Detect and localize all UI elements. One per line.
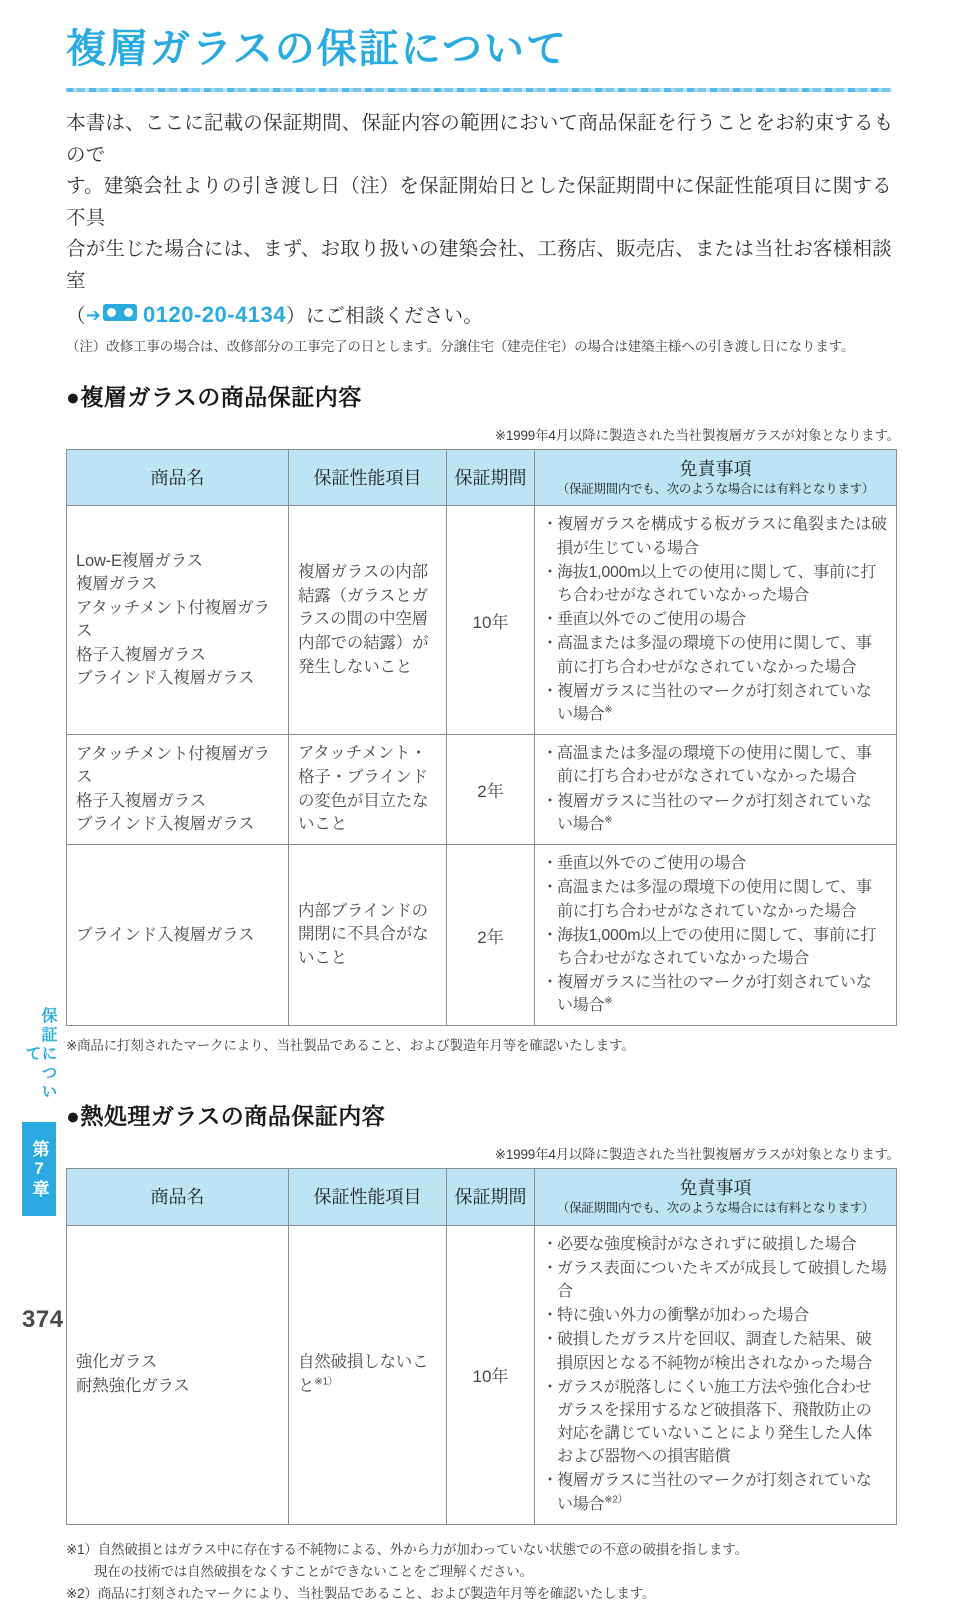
cell-period: 2年 bbox=[447, 845, 535, 1026]
right-arrow-icon: ➔ bbox=[85, 305, 101, 326]
intro-line-3: 合が生じた場合には、まず、お取り扱いの建築会社、工務店、販売店、または当社お客様相談室 bbox=[66, 238, 892, 292]
side-tab bbox=[22, 1000, 56, 1216]
footnote-1: ※1）自然破損とはガラス中に存在する不純物による、外から力が加わっていない状態での不意の破損を指します。 bbox=[66, 1541, 748, 1557]
column-header-exclusions-sub: （保証期間内でも、次のような場合には有料となります） bbox=[556, 481, 875, 496]
table-row bbox=[67, 506, 897, 735]
exclusion-list bbox=[544, 742, 887, 836]
intro-tel-line bbox=[66, 297, 900, 333]
exclusion-item: ・ 高温または多湿の環境下の使用に関して、事前に打ち合わせがなされていなかった場合 bbox=[544, 632, 887, 678]
exclusion-item: ・ 必要な強度検討がなされずに破損した場合 bbox=[544, 1233, 887, 1256]
footnote-1-continued: 現在の技術では自然破損をなくすことができないことをご理解ください。 bbox=[94, 1563, 533, 1579]
cell-performance: 自然破損しないこと$^{※1)}$ bbox=[289, 1225, 447, 1524]
footnote-marker: ※ bbox=[604, 704, 613, 716]
column-header-period: 保証期間 bbox=[447, 450, 535, 506]
exclusion-item: ・ 複層ガラスに当社のマークが打刻されていない場合※ bbox=[544, 971, 887, 1017]
exclusion-item: ・ 高温または多湿の環境下の使用に関して、事前に打ち合わせがなされていなかった場合 bbox=[544, 742, 887, 788]
cell-product: アタッチメント付複層ガラス 格子入複層ガラス ブラインド入複層ガラス bbox=[67, 735, 289, 845]
page-footnotes bbox=[66, 1539, 900, 1604]
cell-period: 10年 bbox=[447, 506, 535, 735]
exclusion-item: ・ 破損したガラス片を回収、調査した結果、破損原因となる不純物が検出されなかった場合 bbox=[544, 1328, 887, 1374]
exclusion-item: ・ ガラス表面についたキズが成長して破損した場合 bbox=[544, 1257, 887, 1303]
exclusion-list bbox=[544, 1233, 887, 1516]
tel-paren-open: （ bbox=[66, 305, 86, 328]
table-row bbox=[67, 845, 897, 1026]
exclusion-item: ・ 特に強い外力の衝撃が加わった場合 bbox=[544, 1304, 887, 1327]
column-header-product: 商品名 bbox=[67, 1169, 289, 1225]
free-dial-icon bbox=[103, 304, 137, 321]
table-note-2: ※1999年4月以降に製造された当社製複層ガラスが対象となります。 bbox=[494, 1147, 900, 1163]
table-header-row bbox=[67, 1169, 897, 1225]
section-heading-heat-treated-glass: ●熱処理ガラスの商品保証内容 bbox=[66, 1103, 386, 1130]
intro-footnote: （注）改修工事の場合は、改修部分の工事完了の日とします。分譲住宅（建売住宅）の場合は建築主様への引き渡し日になります。 bbox=[66, 339, 855, 355]
page-content bbox=[66, 0, 900, 1604]
exclusion-item: ・ 複層ガラスに当社のマークが打刻されていない場合※ bbox=[544, 790, 887, 836]
footnote-marker: ※2） bbox=[604, 1494, 628, 1506]
table-row bbox=[67, 735, 897, 845]
footnote-2: ※2）商品に打刻されたマークにより、当社製品であること、および製造年月等を確認いたします。 bbox=[66, 1585, 656, 1601]
exclusion-item: ・ 海抜1,000m以上での使用に関して、事前に打ち合わせがなされていなかった場合 bbox=[544, 561, 887, 607]
exclusion-item: ・ 複層ガラスを構成する板ガラスに亀裂または破損が生じている場合 bbox=[544, 513, 887, 559]
table-1-after-note: ※商品に打刻されたマークにより、当社製品であること、および製造年月等を確認いたします。 bbox=[66, 1038, 635, 1054]
intro-paragraph bbox=[66, 108, 900, 333]
cell-performance: 内部ブラインドの開閉に不具合がないこと bbox=[289, 845, 447, 1026]
exclusion-item: ・ 海抜1,000m以上での使用に関して、事前に打ち合わせがなされていなかった場合 bbox=[544, 924, 887, 970]
cell-exclusions bbox=[535, 506, 897, 735]
table-header-row bbox=[67, 450, 897, 506]
cell-performance: アタッチメント・格子・ブラインドの変色が目立たないこと bbox=[289, 735, 447, 845]
column-header-exclusions-main: 免責事項 bbox=[679, 1178, 752, 1199]
cell-exclusions bbox=[535, 1225, 897, 1524]
title-underline-rule bbox=[66, 88, 892, 92]
column-header-exclusions-main: 免責事項 bbox=[679, 459, 752, 480]
cell-performance: 複層ガラスの内部結露（ガラスとガラスの間の中空層内部での結露）が発生しないこと bbox=[289, 506, 447, 735]
column-header-exclusions bbox=[535, 1169, 897, 1225]
exclusion-list bbox=[544, 513, 887, 726]
footnote-marker: ※ bbox=[604, 995, 613, 1007]
tel-suffix-text: ）にご相談ください。 bbox=[286, 305, 484, 328]
column-header-exclusions bbox=[535, 450, 897, 506]
exclusion-item: ・ ガラスが脱落しにくい施工方法や強化合わせガラスを採用するなど破損落下、飛散防止の対応を講じていないことにより発生した人体および器物への損害賠償 bbox=[544, 1376, 887, 1469]
table-row bbox=[67, 1225, 897, 1524]
cell-period: 10年 bbox=[447, 1225, 535, 1524]
page-number: 374 bbox=[22, 1306, 64, 1333]
table-note-1: ※1999年4月以降に製造された当社製複層ガラスが対象となります。 bbox=[494, 428, 900, 444]
cell-product: 強化ガラス 耐熱強化ガラス bbox=[67, 1225, 289, 1524]
column-header-product: 商品名 bbox=[67, 450, 289, 506]
exclusion-item: ・ 複層ガラスに当社のマークが打刻されていない場合※ bbox=[544, 680, 887, 726]
page-title: 複層ガラスの保証について bbox=[66, 27, 568, 71]
table-body-2 bbox=[67, 1225, 897, 1524]
cell-period: 2年 bbox=[447, 735, 535, 845]
exclusion-item: ・ 垂直以外でのご使用の場合 bbox=[544, 608, 887, 631]
cell-exclusions bbox=[535, 735, 897, 845]
column-header-exclusions-sub: （保証期間内でも、次のような場合には有料となります） bbox=[556, 1200, 875, 1215]
exclusion-item: ・ 垂直以外でのご使用の場合 bbox=[544, 852, 887, 875]
intro-line-2: す。建築会社よりの引き渡し日（注）を保証開始日とした保証期間中に保証性能項目に関する不具 bbox=[66, 175, 892, 229]
table-body-1 bbox=[67, 506, 897, 1026]
side-tab-chapter-badge bbox=[22, 1122, 56, 1216]
cell-product: Low-E複層ガラス 複層ガラス アタッチメント付複層ガラス 格子入複層ガラス ブラインド入複層ガラス bbox=[67, 506, 289, 735]
side-tab-chapter-label: 第7章 bbox=[29, 1139, 49, 1199]
cell-exclusions bbox=[535, 845, 897, 1026]
exclusion-item: ・ 高温または多湿の環境下の使用に関して、事前に打ち合わせがなされていなかった場合 bbox=[544, 876, 887, 922]
exclusion-item: ・ 複層ガラスに当社のマークが打刻されていない場合$^{※2)}$ bbox=[544, 1469, 887, 1515]
cell-product: ブラインド入複層ガラス bbox=[67, 845, 289, 1026]
column-header-performance: 保証性能項目 bbox=[289, 1169, 447, 1225]
footnote-marker: ※ bbox=[604, 814, 613, 826]
intro-line-1: 本書は、ここに記載の保証期間、保証内容の範囲において商品保証を行うことをお約束するもので bbox=[66, 112, 894, 166]
side-tab-section-label: 保証について bbox=[23, 1006, 56, 1102]
column-header-period: 保証期間 bbox=[447, 1169, 535, 1225]
warranty-table-heat-treated-glass bbox=[66, 1168, 897, 1524]
column-header-performance: 保証性能項目 bbox=[289, 450, 447, 506]
section-heading-multilayer-glass: ●複層ガラスの商品保証内容 bbox=[66, 384, 362, 411]
warranty-table-multilayer-glass bbox=[66, 449, 897, 1026]
exclusion-list bbox=[544, 852, 887, 1017]
footnote-marker: ※1） bbox=[314, 1376, 338, 1388]
customer-support-phone-number: 0120-20-4134 bbox=[143, 302, 287, 328]
